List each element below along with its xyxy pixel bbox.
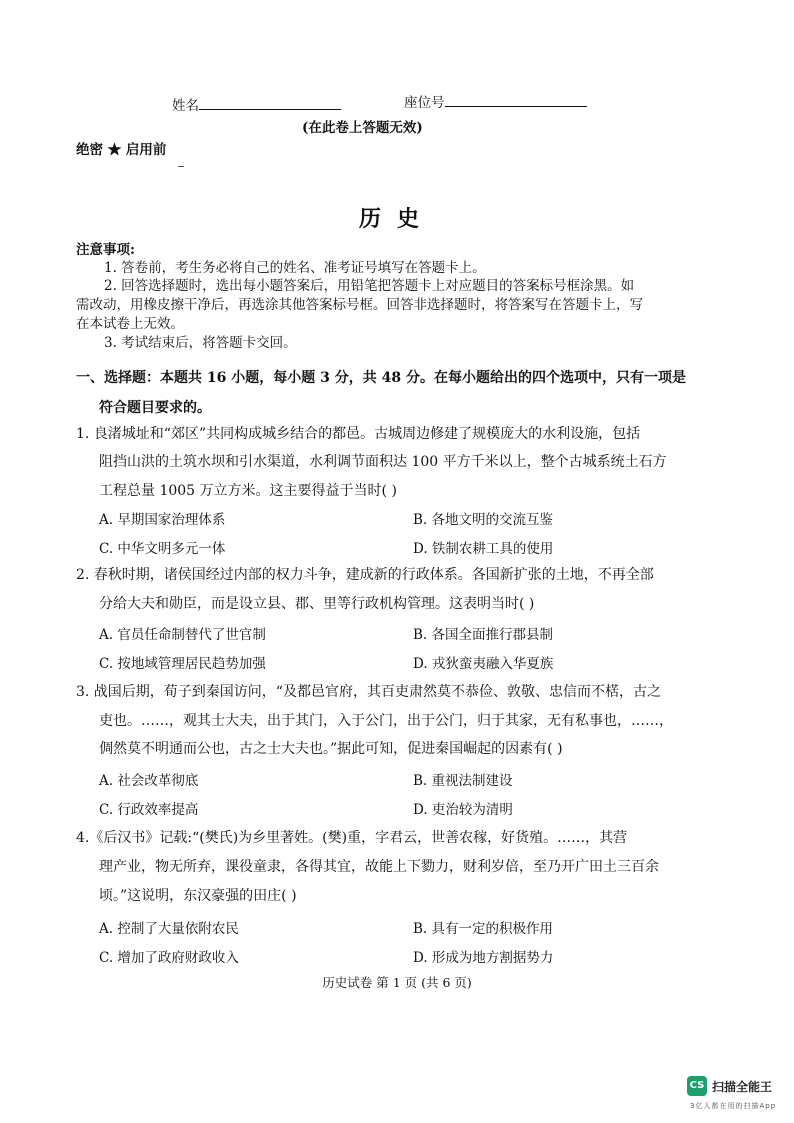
question-text: 分给大夫和勋臣，而是设立县、郡、里等行政机构管理。这表明当时( ) [99,596,535,612]
watermark-tagline: 3亿人都在用的扫描App [690,1102,777,1110]
option-a: A. 官员任命制替代了世官制 [99,627,266,643]
name-label: 姓名 [172,98,199,114]
option-b: B. 各国全面推行郡县制 [413,627,554,643]
option-c: C. 按地域管理居民趋势加强 [99,656,266,672]
instruction-line: 在本试卷上无效。 [76,316,184,332]
question-text: 理产业，物无所弃，课役童隶，各得其宜，故能上下勠力，财利岁倍，至乃开广田土三百余 [99,859,659,875]
instructions-heading: 注意事项: [76,242,135,258]
instruction-line: 1. 答卷前，考生务必将自己的姓名、准考证号填写在答题卡上。 [104,260,486,276]
option-c: C. 中华文明多元一体 [99,541,226,557]
question-text: 2. 春秋时期，诸侯国经过内部的权力斗争，建成新的行政体系。各国新扩张的土地，不再全部 [76,567,654,583]
option-a: A. 早期国家治理体系 [99,512,226,528]
option-b: B. 具有一定的积极作用 [413,921,554,937]
seat-field [404,91,587,111]
question-text: 工程总量 1005 万立方米。这主要得益于当时( ) [99,483,397,499]
confidential-label: 绝密 ★ 启用前 [76,142,167,158]
instruction-line: 3. 考试结束后，将答题卡交回。 [104,335,297,351]
page-title: 历史 [358,207,435,232]
option-a: A. 社会改革彻底 [99,773,199,789]
option-d: D. 铁制农耕工具的使用 [413,541,554,557]
instruction-line: 2. 回答选择题时，选出每小题答案后，用铅笔把答题卡上对应题目的答案标号框涂黑。如 [104,278,635,294]
question-text: 4.《后汉书》记载:“(樊氏)为乡里著姓。(樊)重，字君云，世善农稼，好货殖。……，其营 [76,830,628,846]
scan-mark [178,166,184,167]
question-text: 1. 良渚城址和“郊区”共同构成城乡结合的都邑。古城周边修建了规模庞大的水利设施，包括 [76,426,641,442]
section-heading: 一、选择题：本题共 16 小题，每小题 3 分，共 48 分。在每小题给出的四个选项中，只有一项是 [76,370,686,386]
camscanner-logo-icon: CS [687,1076,707,1096]
seat-label: 座位号 [404,95,445,111]
watermark-name: 扫描全能王 [712,1080,773,1094]
section-heading-cont: 符合题目要求的。 [99,400,211,416]
option-d: D. 吏治较为清明 [413,802,513,818]
option-a: A. 控制了大量依附农民 [99,921,239,937]
question-text: 3. 战国后期，荀子到秦国访问，“及都邑官府，其百吏肃然莫不恭俭、敦敬、忠信而不楛，古之 [76,684,661,700]
instruction-line: 需改动，用橡皮擦干净后，再选涂其他答案标号框。回答非选择题时，将答案写在答题卡上，写 [76,297,643,313]
option-b: B. 各地文明的交流互鉴 [413,512,554,528]
question-text: 倜然莫不明通而公也，古之士大夫也。”据此可知，促进秦国崛起的因素有( ) [99,741,563,757]
option-c: C. 增加了政府财政收入 [99,950,239,966]
header-notice: (在此卷上答题无效) [302,120,423,136]
question-text: 阻挡山洪的土筑水坝和引水渠道，水利调节面积达 100 平方千米以上，整个古城系统土石方 [99,454,667,470]
page-footer: 历史试卷 第 1 页 (共 6 页) [322,975,472,990]
name-field [172,94,341,114]
option-c: C. 行政效率提高 [99,802,199,818]
question-text: 顷。”这说明，东汉豪强的田庄( ) [99,888,297,904]
name-blank [199,97,341,110]
option-d: D. 戎狄蛮夷融入华夏族 [413,656,554,672]
question-text: 吏也。……，观其士大夫，出于其门，入于公门，出于公门，归于其家，无有私事也，……， [99,713,673,729]
seat-blank [445,94,587,107]
option-d: D. 形成为地方割据势力 [413,950,554,966]
option-b: B. 重视法制建设 [413,773,513,789]
